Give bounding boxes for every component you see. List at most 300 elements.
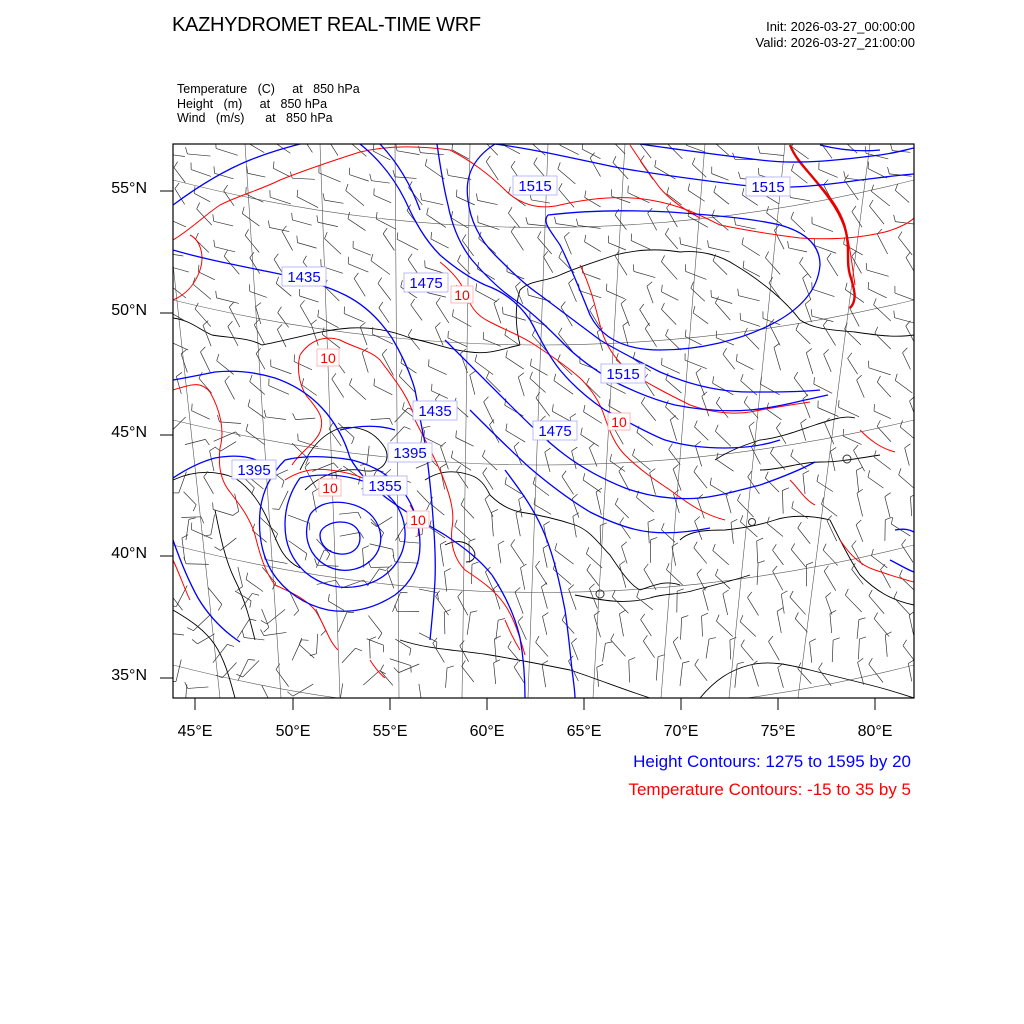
wind-barb-icon — [555, 543, 574, 564]
wind-barb-icon — [494, 636, 500, 661]
wind-barb-icon — [905, 444, 911, 466]
wind-barb-icon — [741, 640, 753, 661]
lon-label: 45°E — [177, 723, 213, 740]
wind-barb-icon — [332, 373, 344, 397]
wind-barb-icon — [530, 372, 546, 393]
wind-barb-icon — [885, 517, 892, 541]
wind-barb-icon — [502, 307, 525, 320]
wind-barb-icon — [899, 468, 915, 489]
wind-barb-icon — [297, 190, 318, 208]
wind-barb-icon — [179, 684, 187, 705]
wind-barb-icon — [696, 368, 705, 395]
wind-barb-icon — [545, 448, 551, 472]
wind-barb-icon — [245, 229, 259, 252]
wind-barb-icon — [608, 236, 626, 250]
wind-barb-icon — [623, 322, 629, 346]
wind-barb-icon — [560, 138, 579, 154]
wind-barb-icon — [662, 358, 680, 373]
lon-label: 65°E — [566, 723, 602, 740]
wind-barb-icon — [778, 663, 784, 687]
lon-label: 60°E — [469, 723, 505, 740]
wind-barb-icon — [456, 431, 474, 447]
wind-barb-icon — [420, 193, 443, 205]
svg-text:10: 10 — [322, 480, 338, 496]
wind-barb-icon — [250, 284, 267, 297]
wind-barb-icon — [383, 228, 394, 250]
wind-barb-icon — [806, 348, 813, 373]
wind-barb-icon — [830, 447, 836, 470]
wind-barb-icon — [716, 397, 728, 418]
wind-barb-icon — [798, 522, 810, 544]
wind-barb-icon — [382, 349, 393, 375]
wind-barb-icon — [554, 217, 576, 227]
svg-text:1475: 1475 — [538, 423, 572, 440]
lat-label: 40°N — [111, 545, 147, 562]
wind-barb-icon — [238, 659, 255, 680]
wind-barb-icon — [744, 396, 758, 418]
wind-barb-icon — [603, 642, 613, 662]
wind-barb-icon — [695, 659, 707, 681]
wind-barb-icon — [743, 261, 760, 277]
wind-barb-icon — [164, 210, 186, 227]
wind-barbs — [164, 127, 917, 711]
wind-barb-icon — [379, 302, 389, 323]
wind-barb-icon — [791, 449, 807, 469]
svg-text:1395: 1395 — [237, 462, 271, 479]
svg-text:1435: 1435 — [418, 403, 452, 420]
wind-barb-icon — [650, 469, 656, 495]
svg-text:1355: 1355 — [368, 478, 402, 495]
wind-barb-icon — [803, 394, 810, 417]
wind-barb-icon — [397, 232, 418, 250]
wind-barb-icon — [857, 489, 863, 516]
wind-barb-icon — [371, 254, 390, 274]
wind-barb-icon — [844, 171, 864, 180]
wind-barb-icon — [894, 215, 915, 224]
wind-barb-icon — [242, 207, 259, 226]
wind-barb-icon — [819, 162, 838, 177]
wind-barb-icon — [852, 541, 863, 566]
wind-barb-icon — [812, 217, 833, 232]
wind-barb-icon — [467, 611, 477, 635]
wind-barb-icon — [673, 637, 681, 660]
wind-barb-icon — [694, 542, 707, 564]
wind-barb-icon — [165, 417, 185, 431]
wind-barb-icon — [791, 212, 805, 232]
wind-barb-icon — [507, 265, 524, 279]
wind-barb-icon — [742, 238, 760, 256]
wind-barb-icon — [716, 453, 733, 471]
wind-barb-icon — [708, 240, 730, 252]
height-contour-label — [232, 460, 276, 479]
wind-barb-icon — [903, 348, 911, 370]
wind-barb-icon — [827, 515, 837, 541]
meridian-line — [798, 144, 870, 698]
wind-barb-icon — [843, 429, 861, 445]
wind-barb-icon — [845, 323, 861, 345]
wind-barb-icon — [492, 509, 498, 536]
wind-barb-icon — [640, 304, 650, 326]
temperature-contours — [173, 145, 914, 678]
wind-barb-icon — [260, 629, 286, 635]
height-contour-label — [282, 267, 326, 286]
wind-barb-icon — [278, 307, 289, 328]
wind-barb-icon — [731, 519, 737, 543]
wind-barb-icon — [482, 450, 497, 470]
wind-barb-icon — [195, 303, 211, 327]
wind-barb-icon — [740, 515, 757, 537]
wind-barb-icon — [666, 563, 682, 585]
wind-barb-icon — [203, 321, 211, 346]
wind-barb-icon — [681, 616, 689, 640]
wind-barb-icon — [185, 682, 209, 688]
wind-barb-icon — [349, 168, 368, 181]
wind-barb-icon — [693, 306, 708, 324]
wind-barb-icon — [175, 183, 185, 204]
wind-barb-icon — [791, 543, 806, 567]
wind-barb-icon — [310, 634, 318, 656]
height-contour-label — [746, 177, 790, 196]
lat-label: 35°N — [111, 667, 147, 684]
wind-barb-icon — [451, 451, 471, 471]
city-markers — [596, 455, 851, 598]
wind-barb-icon — [621, 542, 627, 564]
svg-text:1475: 1475 — [409, 275, 443, 292]
wind-barb-icon — [294, 355, 312, 370]
wind-barb-icon — [868, 162, 887, 178]
wind-barb-icon — [346, 184, 364, 206]
wind-barb-icon — [726, 491, 732, 514]
wind-barb-icon — [686, 138, 705, 152]
wind-barb-icon — [282, 226, 293, 251]
wind-barb-icon — [323, 193, 343, 203]
wind-barb-icon — [515, 587, 523, 613]
wind-barb-icon — [597, 664, 603, 687]
svg-text:10: 10 — [611, 414, 627, 430]
wind-barb-icon — [300, 300, 311, 324]
wind-barb-icon — [446, 666, 454, 688]
wind-barb-icon — [297, 236, 317, 248]
wind-barb-icon — [680, 661, 689, 686]
wind-barb-icon — [606, 284, 624, 299]
wind-barb-icon — [895, 184, 909, 203]
wind-barb-icon — [894, 311, 917, 324]
height-contour-label — [404, 273, 448, 292]
wind-barb-icon — [692, 158, 706, 177]
wind-barb-icon — [511, 539, 524, 564]
wind-barb-icon — [348, 257, 368, 272]
wind-barb-icon — [748, 471, 760, 494]
wind-barb-icon — [483, 468, 493, 490]
wind-barb-icon — [456, 190, 474, 205]
wind-barb-icon — [738, 289, 760, 301]
wind-barb-icon — [819, 663, 832, 686]
wind-barb-icon — [342, 648, 362, 663]
wind-barb-icon — [581, 428, 599, 447]
wind-barb-icon — [457, 465, 469, 488]
wind-barb-icon — [228, 321, 238, 346]
wind-barb-icon — [192, 404, 210, 419]
wind-barb-icon — [824, 349, 832, 371]
wind-barb-icon — [584, 405, 602, 423]
height-contour-label — [413, 401, 457, 420]
wind-barb-icon — [476, 283, 497, 301]
wind-barb-icon — [447, 169, 471, 180]
meridian-line — [661, 144, 705, 698]
wind-barb-icon — [824, 566, 836, 591]
lon-label: 80°E — [857, 723, 893, 740]
wind-barb-icon — [455, 520, 471, 541]
wind-barb-icon — [273, 161, 290, 176]
wind-barb-icon — [702, 392, 709, 417]
wind-barb-icon — [868, 282, 887, 298]
wind-barb-icon — [436, 298, 449, 323]
wind-barb-icon — [869, 200, 884, 224]
wind-barb-icon — [877, 376, 891, 397]
wind-barb-icon — [856, 467, 862, 492]
height-contour-label — [533, 421, 577, 440]
wind-barb-icon — [788, 241, 807, 252]
wind-barb-icon — [270, 190, 291, 204]
wind-barb-icon — [287, 684, 313, 696]
wind-barb-icon — [697, 569, 705, 591]
wind-barb-icon — [299, 127, 312, 153]
wind-barb-icon — [910, 396, 917, 420]
wind-barb-icon — [643, 635, 654, 657]
height-contour-label — [363, 476, 407, 495]
temperature-contour-label — [317, 349, 339, 366]
wind-barb-icon — [891, 517, 910, 536]
wind-barb-icon — [695, 441, 701, 466]
wind-barb-icon — [587, 564, 599, 586]
wind-barb-icon — [185, 439, 209, 445]
wind-barb-icon — [712, 210, 728, 231]
wind-barb-icon — [695, 420, 709, 440]
wind-barb-icon — [736, 354, 753, 370]
wind-barb-icon — [702, 613, 708, 636]
wind-barb-icon — [823, 544, 838, 566]
wind-barb-icon — [216, 291, 239, 304]
wind-barb-icon — [368, 616, 382, 640]
wind-barb-icon — [324, 280, 339, 301]
wind-barb-icon — [629, 657, 635, 682]
wind-barb-icon — [803, 274, 811, 300]
wind-barb-icon — [277, 324, 286, 347]
wind-barb-icon — [191, 163, 211, 177]
wind-barb-icon — [881, 564, 891, 588]
wind-barb-icon — [164, 302, 184, 320]
wind-barb-icon — [782, 488, 788, 514]
wind-barb-icon — [858, 637, 866, 659]
wind-barb-icon — [902, 539, 913, 562]
wind-barb-icon — [848, 353, 858, 374]
wind-barb-icon — [431, 384, 447, 399]
wind-barb-icon — [564, 232, 571, 254]
wind-barb-icon — [370, 174, 390, 183]
wind-barb-icon — [462, 234, 473, 255]
wind-barb-icon — [580, 356, 597, 369]
wind-barb-icon — [572, 494, 579, 517]
wind-barb-icon — [757, 561, 765, 585]
wind-barb-icon — [740, 313, 760, 326]
wind-barb-icon — [185, 147, 210, 156]
wind-barb-icon — [774, 343, 781, 370]
wind-barb-icon — [236, 660, 259, 677]
wind-barb-icon — [589, 443, 597, 467]
wind-barb-icon — [703, 586, 709, 610]
wind-barb-icon — [292, 640, 308, 661]
wind-barb-icon — [511, 226, 523, 250]
lon-label: 70°E — [663, 723, 699, 740]
wind-barb-icon — [419, 589, 438, 600]
wind-barb-icon — [477, 262, 494, 280]
temperature-legend: Temperature Contours: -15 to 35 by 5 — [628, 780, 911, 799]
wind-barb-icon — [213, 214, 233, 226]
wind-barb-icon — [596, 488, 602, 515]
wind-barb-icon — [794, 372, 808, 396]
wind-barb-icon — [811, 309, 833, 321]
wind-barb-icon — [558, 328, 572, 352]
wind-barb-icon — [471, 562, 478, 584]
wind-barb-icon — [615, 251, 627, 276]
wind-barb-icon — [723, 348, 735, 369]
wind-barb-icon — [667, 187, 682, 205]
wind-barb-icon — [669, 444, 680, 465]
init-time: Init: 2026-03-27_00:00:00 — [766, 19, 915, 34]
wind-barb-icon — [806, 562, 813, 586]
wind-barb-icon — [773, 566, 783, 590]
wind-barb-icon — [215, 538, 237, 551]
wind-barb-icon — [558, 354, 573, 374]
wind-barb-icon — [874, 404, 891, 419]
wind-barb-icon — [789, 191, 810, 201]
wind-barb-icon — [715, 297, 730, 320]
wind-barb-icon — [781, 591, 787, 614]
wind-barb-icon — [869, 658, 883, 682]
svg-text:10: 10 — [454, 287, 470, 303]
wind-barb-icon — [394, 664, 419, 673]
wind-barb-icon — [478, 216, 500, 230]
wind-barb-icon — [246, 573, 263, 592]
wind-barb-icon — [349, 378, 365, 399]
wind-barb-icon — [498, 541, 504, 563]
wind-barb-icon — [857, 618, 866, 639]
wind-barb-icon — [254, 320, 265, 345]
wind-barb-icon — [661, 285, 678, 301]
wind-barb-icon — [486, 156, 498, 180]
wind-barb-icon — [874, 298, 891, 320]
lon-label: 55°E — [372, 723, 408, 740]
wind-barb-icon — [318, 310, 339, 328]
wind-barb-icon — [339, 512, 361, 518]
wind-barb-icon — [536, 636, 548, 656]
wind-barb-icon — [338, 612, 354, 632]
svg-text:1515: 1515 — [751, 179, 785, 196]
meridian-line — [245, 144, 281, 698]
valid-time: Valid: 2026-03-27_21:00:00 — [755, 35, 915, 50]
wind-barb-icon — [553, 563, 571, 585]
wind-barb-icon — [224, 250, 239, 274]
wind-barb-icon — [444, 568, 450, 591]
wind-barb-icon — [505, 328, 520, 345]
wind-barb-icon — [650, 537, 657, 562]
chart-title: KAZHYDROMET REAL-TIME WRF — [172, 14, 481, 36]
wind-barb-icon — [665, 228, 677, 249]
wind-barb-icon — [747, 592, 758, 615]
wind-barb-icon — [796, 323, 810, 344]
wind-barb-icon — [430, 521, 446, 538]
wind-barb-icon — [735, 662, 744, 688]
wind-barb-icon — [176, 372, 182, 393]
wind-barb-icon — [641, 397, 655, 421]
variable-height: Height (m) at 850 hPa — [177, 96, 328, 111]
wind-barb-icon — [214, 240, 235, 252]
wind-barb-icon — [885, 493, 891, 518]
wind-barb-icon — [184, 492, 197, 511]
wind-barb-icon — [757, 538, 763, 563]
wind-barb-icon — [633, 264, 655, 277]
wind-barb-icon — [644, 564, 656, 590]
wind-barb-icon — [543, 544, 549, 567]
svg-text:1515: 1515 — [518, 178, 552, 195]
wind-barb-icon — [866, 263, 888, 276]
wind-barb-icon — [645, 323, 656, 347]
wind-barb-icon — [319, 166, 341, 182]
wind-barb-icon — [695, 517, 702, 540]
wind-barb-icon — [620, 561, 626, 588]
wind-barb-icon — [290, 172, 315, 180]
wind-barb-icon — [805, 300, 811, 322]
wind-barb-icon — [506, 424, 525, 442]
wind-barb-icon — [506, 350, 524, 369]
wind-barb-icon — [869, 361, 891, 375]
wind-barb-icon — [514, 442, 521, 465]
wind-barb-icon — [470, 371, 476, 395]
variable-temperature: Temperature (C) at 850 hPa — [177, 82, 360, 96]
temperature-contour-label — [608, 413, 630, 430]
wind-barb-icon — [768, 636, 779, 660]
wind-barb-icon — [271, 359, 292, 373]
wind-barb-icon — [174, 162, 185, 183]
wind-barb-icon — [558, 162, 575, 184]
wind-barb-icon — [427, 208, 446, 228]
wind-barb-icon — [246, 424, 265, 445]
wind-barb-icon — [554, 374, 573, 394]
wind-barb-icon — [790, 591, 806, 614]
lon-ticks — [195, 698, 875, 710]
wind-barb-icon — [272, 491, 288, 510]
wind-barb-icon — [712, 167, 729, 181]
wind-barb-icon — [561, 302, 572, 327]
wind-barb-icon — [479, 232, 496, 254]
wind-barb-icon — [906, 252, 916, 275]
wind-barb-icon — [858, 658, 864, 684]
wind-barb-icon — [715, 569, 730, 589]
wind-barb-icon — [276, 664, 289, 687]
meridian-line — [160, 144, 220, 698]
wind-barb-icon — [288, 541, 306, 561]
svg-text:1435: 1435 — [287, 269, 321, 286]
wind-barb-icon — [411, 299, 422, 320]
wind-barb-icon — [214, 432, 241, 441]
wind-barb-icon — [895, 374, 912, 393]
wind-barb-icon — [810, 639, 816, 663]
height-contour-label — [601, 364, 645, 383]
wind-barb-icon — [452, 143, 469, 159]
wind-barb-icon — [875, 327, 891, 349]
wind-barb-icon — [164, 246, 183, 256]
wind-barb-icon — [715, 425, 730, 446]
